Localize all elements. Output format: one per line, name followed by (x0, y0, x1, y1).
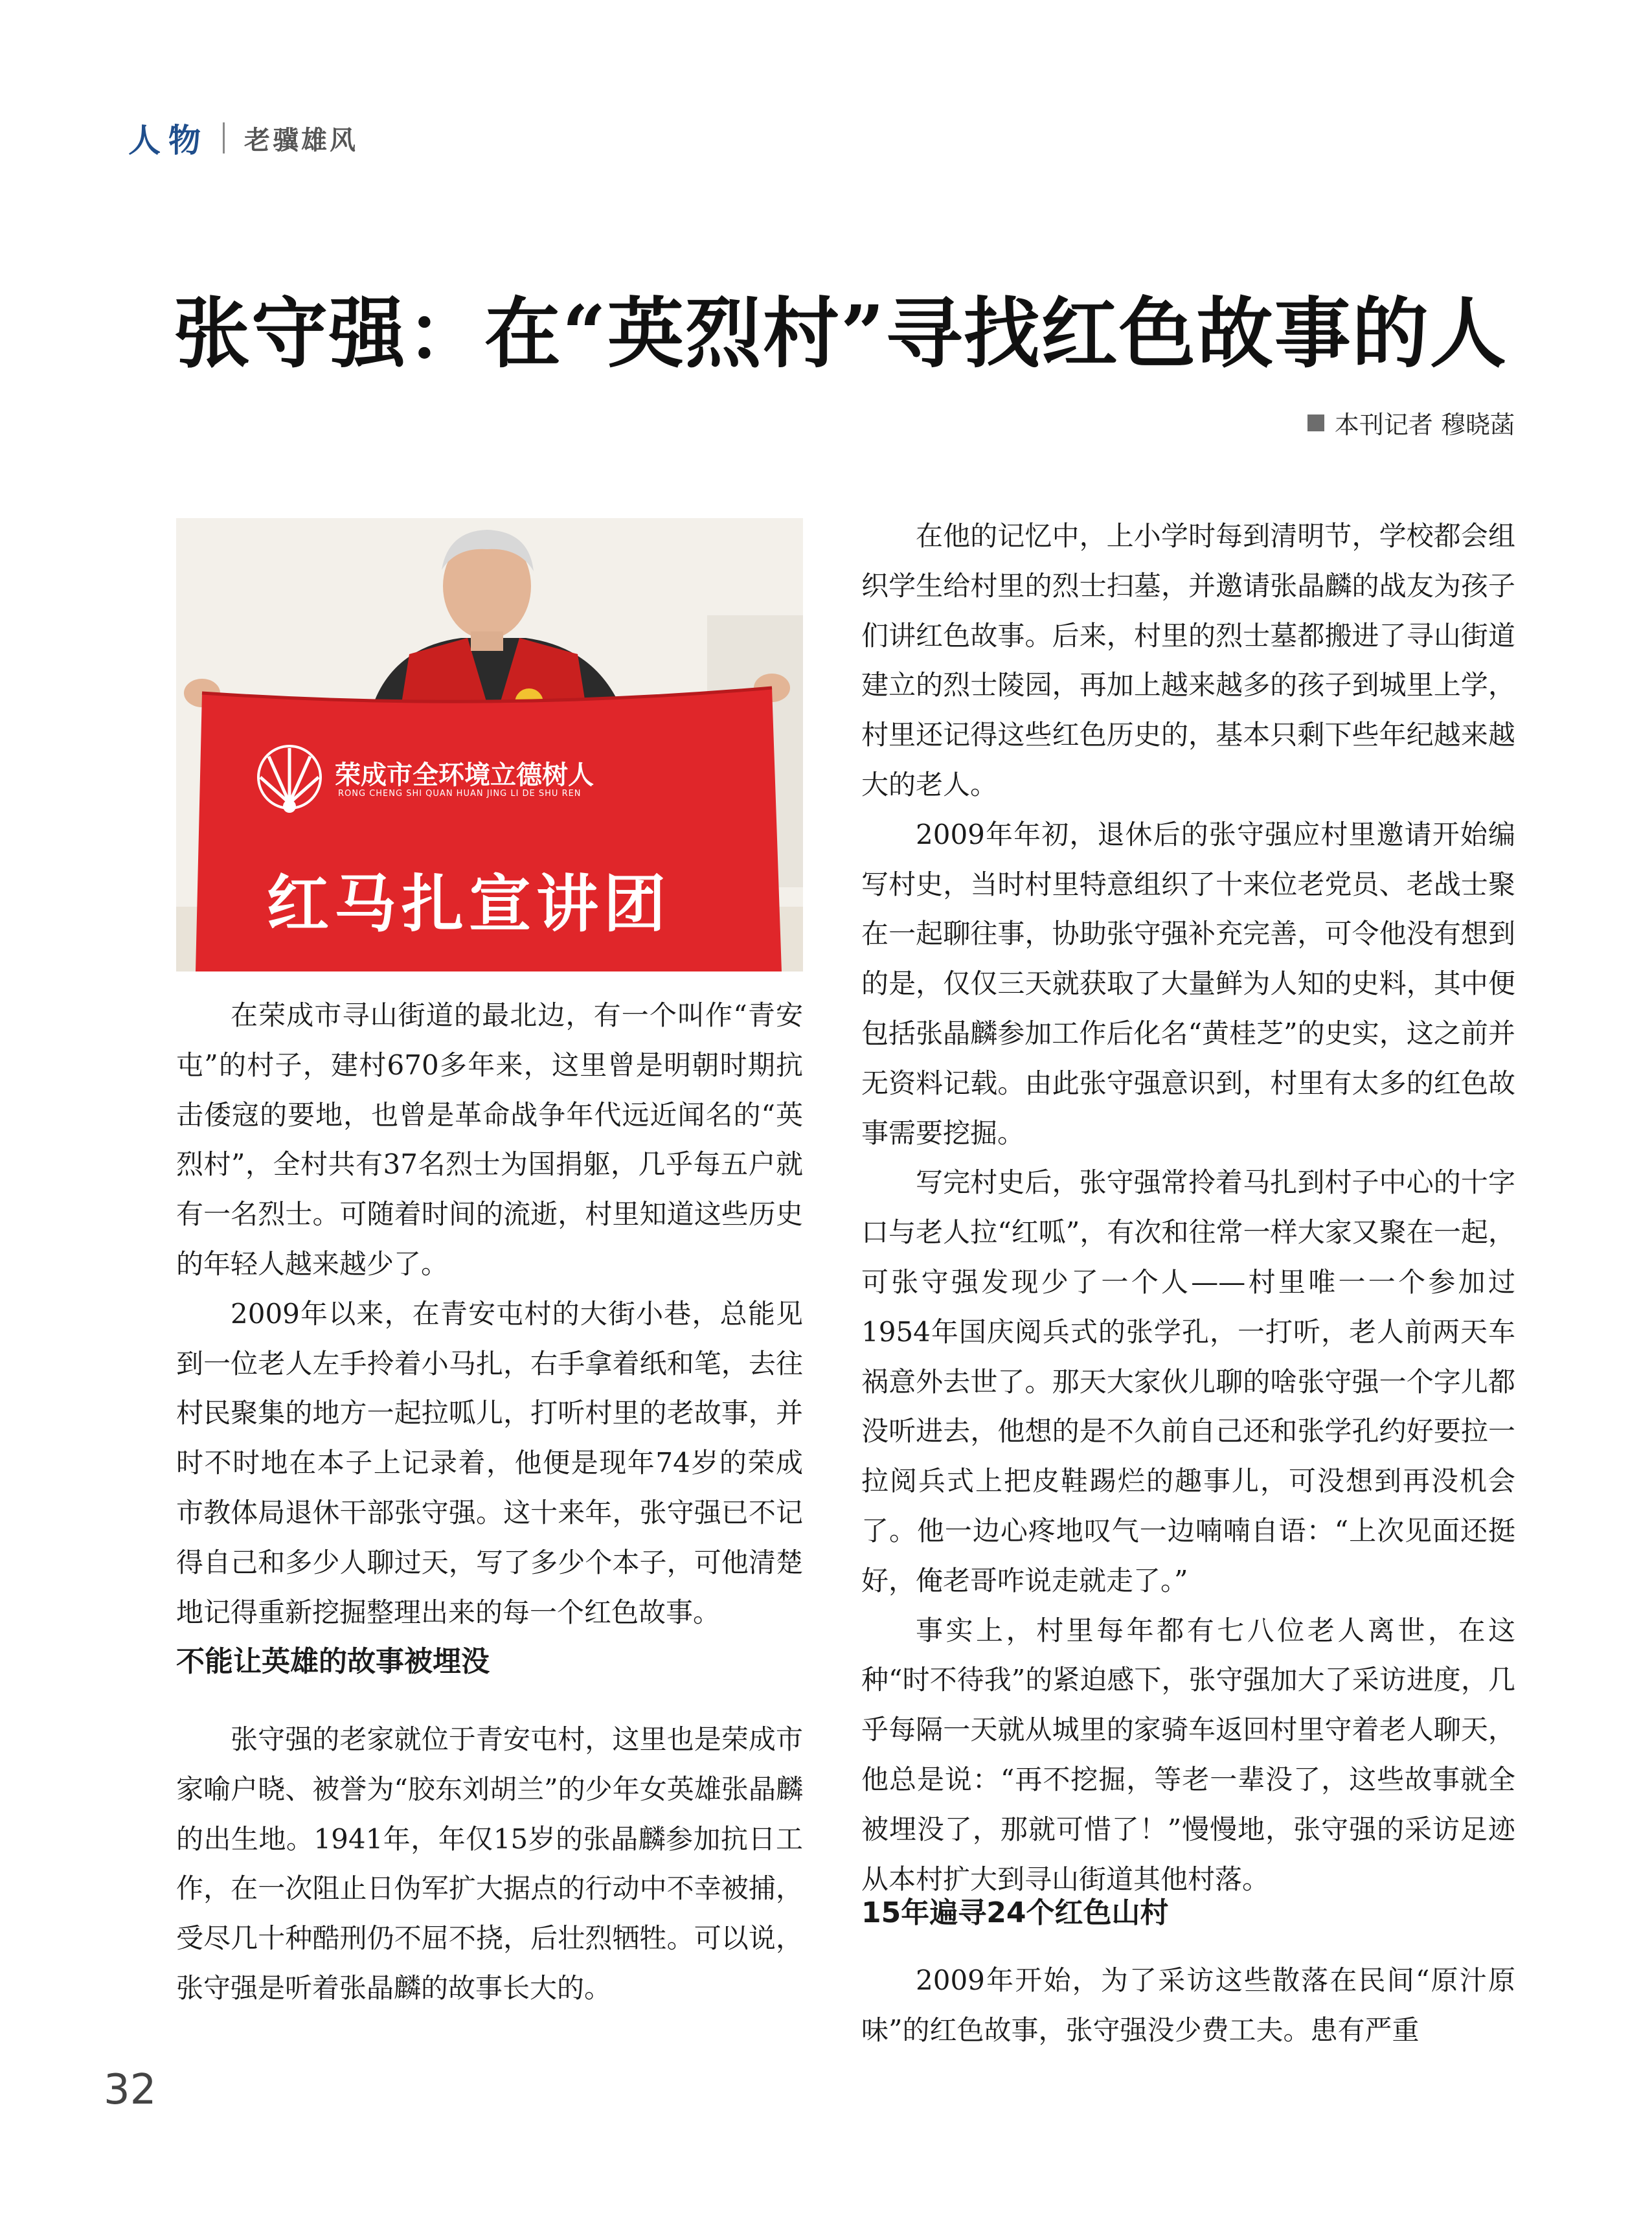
section-heading-text: 15年遍寻24个红色山村 (861, 1896, 1169, 1929)
section-heading-2 (861, 1889, 1515, 1938)
article-photo (176, 518, 803, 971)
left-column-body (176, 991, 803, 1637)
paragraph: 2009年年初，退休后的张守强应村里邀请开始编写村史，当时村里特意组织了十来位老党员、老战士聚在一起聊往事，协助张守强补充完善，可令他没有想到的是，仅仅三天就获取了大量鲜为人知的史料，其中便包括张晶麟参加工作后化名“黄桂芝”的史实，这之前并无资料记载。由此张守强意识到，村里有太多的红色故事需要挖掘。 (861, 818, 1515, 1149)
banner-org-text: 荣成市全环境立德树人 (335, 760, 594, 790)
byline-text: 本刊记者 穆晓菡 (1334, 411, 1515, 439)
section-header (128, 115, 358, 161)
paragraph: 事实上，村里每年都有七八位老人离世，在这种“时不待我”的紧迫感下，张守强加大了采访进度，几乎每隔一天就从城里的家骑车返回村里守着老人聊天，他总是说：“再不挖掘，等老一辈没了，这些故事就全被埋没了，那就可惜了！”慢慢地，张守强的采访足迹从本村扩大到寻山街道其他村落。 (861, 1614, 1515, 1895)
section-column: 老骥雄风 (244, 124, 358, 155)
section-heading-1 (176, 1637, 803, 1687)
header-divider (223, 122, 225, 153)
left-column-body-2 (176, 1715, 803, 2014)
byline (1307, 405, 1515, 440)
article-title: 张守强：在“英烈村”寻找红色故事的人 (174, 288, 1508, 378)
paragraph: 在他的记忆中，上小学时每到清明节，学校都会组织学生给村里的烈士扫墓，并邀请张晶麟的战友为孩子们讲红色故事。后来，村里的烈士墓都搬进了寻山街道建立的烈士陵园，再加上越来越多的孩子到城里上学，村里还记得这些红色历史的，基本只剩下些年纪越来越大的老人。 (861, 520, 1515, 801)
byline-square-icon (1307, 415, 1324, 431)
banner-pinyin-text: RONG CHENG SHI QUAN HUAN JING LI DE SHU REN (338, 789, 582, 799)
paragraph: 写完村史后，张守强常拎着马扎到村子中心的十字口与老人拉“红呱”，有次和往常一样大家又聚在一起，可张守强发现少了一个人——村里唯一一个参加过1954年国庆阅兵式的张学孔，一打听，老人前两天车祸意外去世了。那天大家伙儿聊的啥张守强一个字儿都没听进去，他想的是不久前自己还和张学孔约好要拉一拉阅兵式上把皮鞋踢烂的趣事儿，可没想到再没机会了。他一边心疼地叹气一边喃喃自语：“上次见面还挺好，俺老哥咋说走就走了。” (861, 1166, 1515, 1596)
banner-main-text: 红马扎宣讲团 (267, 867, 671, 940)
section-heading-text: 不能让英雄的故事被埋没 (176, 1645, 490, 1678)
paragraph: 在荣成市寻山街道的最北边，有一个叫作“青安屯”的村子，建村670多年来，这里曾是明朝时期抗击倭寇的要地，也曾是革命战争年代远近闻名的“英烈村”，全村共有37名烈士为国捐躯，几乎每五户就有一名烈士。可随着时间的流逝，村里知道这些历史的年轻人越来越少了。 (176, 999, 803, 1280)
paragraph: 张守强的老家就位于青安屯村，这里也是荣成市家喻户晓、被誉为“胶东刘胡兰”的少年女英雄张晶麟的出生地。1941年，年仅15岁的张晶麟参加抗日工作，在一次阻止日伪军扩大据点的行动中不幸被捕，受尽几十种酷刑仍不屈不挠，后壮烈牺牲。可以说，张守强是听着张晶麟的故事长大的。 (176, 1723, 803, 2004)
section-category: 人物 (128, 121, 209, 159)
right-column-body (861, 512, 1515, 1904)
paragraph: 2009年开始，为了采访这些散落在民间“原汁原味”的红色故事，张守强没少费工夫。患有严重 (861, 1964, 1515, 2046)
page-number: 32 (104, 2066, 157, 2114)
paragraph: 2009年以来，在青安屯村的大街小巷，总能见到一位老人左手拎着小马扎，右手拿着纸和笔，去往村民聚集的地方一起拉呱儿，打听村里的老故事，并时不时地在本子上记录着，他便是现年74岁的荣成市教体局退休干部张守强。这十来年，张守强已不记得自己和多少人聊过天，写了多少个本子，可他清楚地记得重新挖掘整理出来的每一个红色故事。 (176, 1297, 803, 1628)
right-column-body-2 (861, 1956, 1515, 2056)
